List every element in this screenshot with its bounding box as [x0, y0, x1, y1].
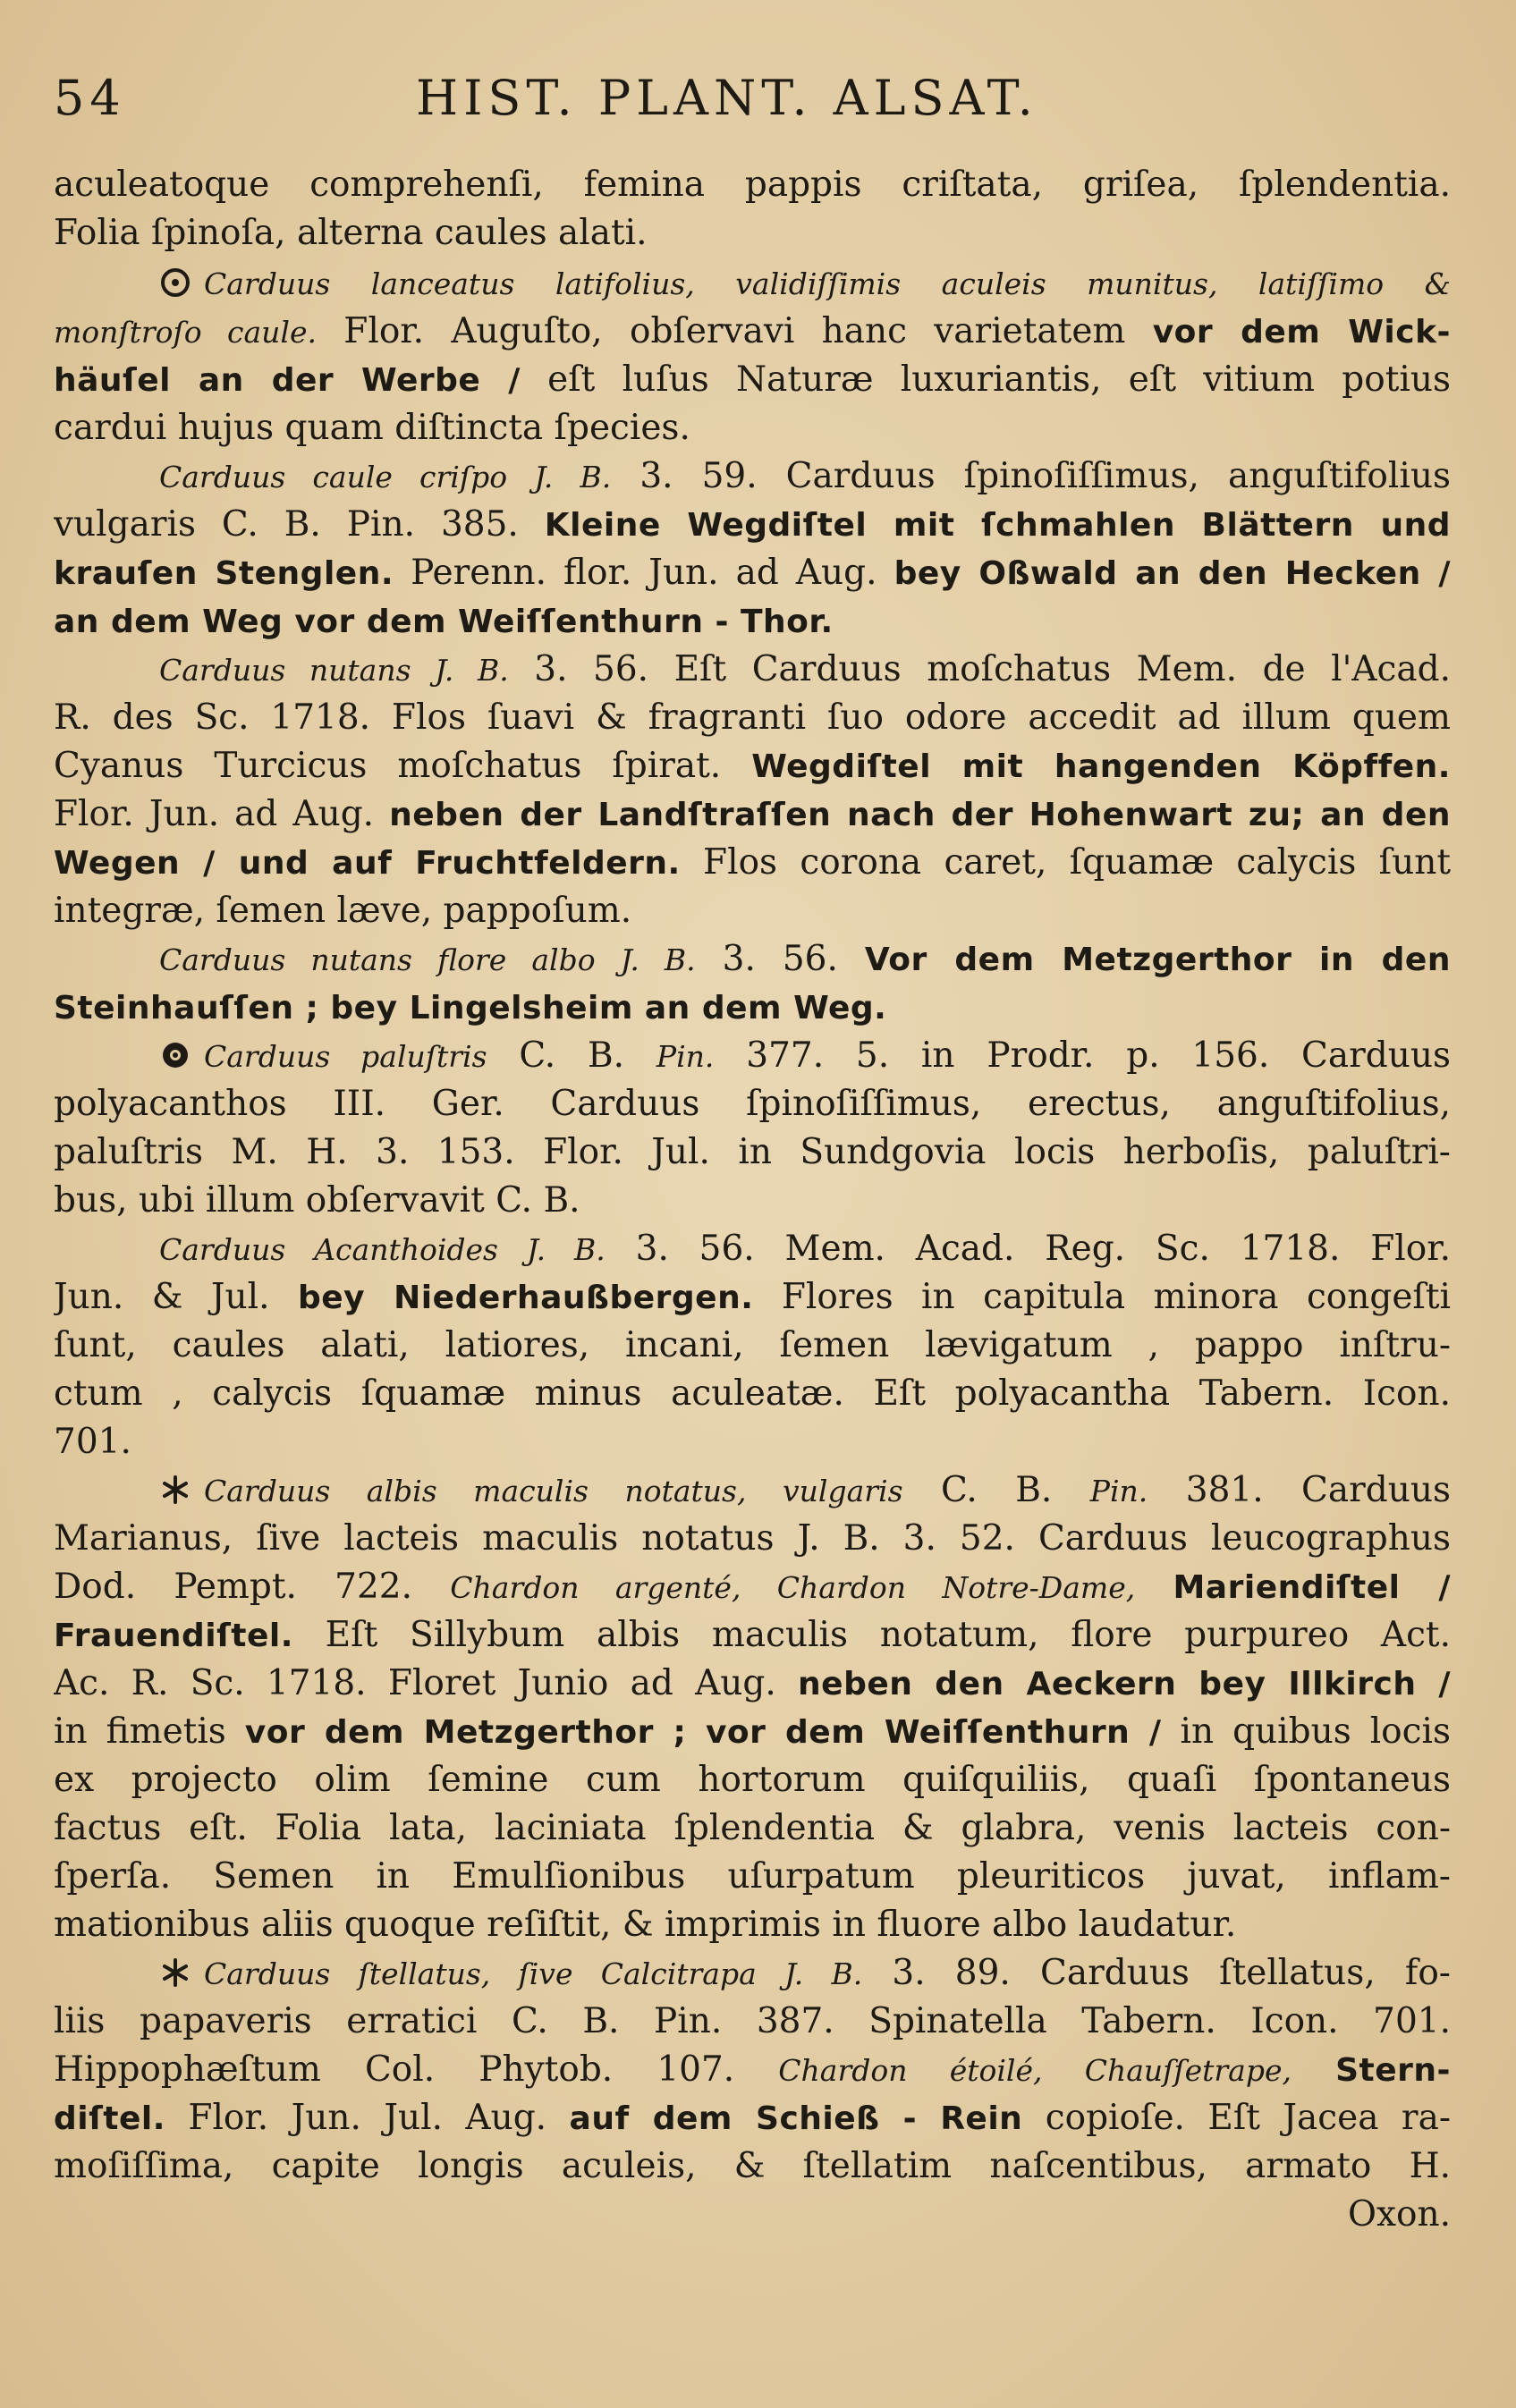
german-locality: vor dem Metzgerthor ; vor dem Weiſſenthurn /	[244, 1714, 1162, 1751]
species-name: Carduus ſtellatus, ſive Calcitrapa J. B.	[204, 1956, 863, 1991]
german-locality: Vor dem Metzgerthor in den	[864, 942, 1451, 978]
text-line: polyacanthos III. Ger. Carduus ſpinoſiſſimus, erectus, anguſtifolius,	[54, 1084, 1451, 1124]
entry-carduus-nutans-flore-albo	[54, 935, 1451, 1032]
text-segment: in quibus locis	[1180, 1711, 1451, 1752]
text-segment: Pin.	[656, 1039, 715, 1074]
text-segment: Flor. Jun. ad Aug.	[54, 794, 375, 834]
text-segment: in fimetis	[54, 1711, 226, 1752]
german-name: Kleine Wegdiſtel mit ſchmahlen Blättern und	[544, 507, 1451, 544]
text-segment: 3. 89. Carduus ſtellatus, fo-	[892, 1953, 1451, 1993]
circle-dot-icon	[159, 266, 191, 299]
species-name: Carduus Acanthoides J. B.	[159, 1232, 606, 1267]
species-name: Carduus caule criſpo J. B.	[159, 460, 612, 494]
text-segment: 3. 56. Mem. Acad. Reg. Sc. 1718. Flor.	[635, 1229, 1451, 1269]
text-segment: Jun. & Jul.	[54, 1277, 270, 1317]
entry-carduus-nutans	[54, 646, 1451, 935]
german-locality: neben den Aeckern bey Illkirch /	[798, 1666, 1451, 1702]
species-name: Carduus lanceatus latifolius, validiſſimis aculeis munitus, latiſſimo &	[204, 266, 1451, 301]
text-line: Oxon.	[1348, 2194, 1451, 2235]
text-segment: Hippophæſtum Col. Phytob. 107.	[54, 2049, 735, 2090]
text-segment: copioſe. Eſt Jacea ra-	[1045, 2098, 1451, 2138]
entry-carduus-palustris	[54, 1032, 1451, 1225]
text-line: ex projecto olim ſemine cum hortorum quiſquiliis, quaſi ſpontaneus	[54, 1760, 1451, 1800]
text-segment: Dod. Pempt. 722.	[54, 1567, 413, 1607]
text-line: Folia ſpinoſa, alterna caules alati.	[54, 213, 648, 253]
text-line: moſiſſima, capite longis aculeis, & ſtellatim naſcentibus, armato H.	[54, 2146, 1451, 2186]
entry-carduus-stellatus	[54, 1949, 1451, 2239]
filled-circle-dot-icon	[159, 1039, 191, 1071]
text-segment: Flor. Jun. Jul. Aug.	[188, 2098, 547, 2138]
german-locality: neben der Landſtraſſen nach der Hohenwart zu; an den	[389, 797, 1451, 833]
german-name: diſtel.	[54, 2100, 165, 2137]
asterisk-icon	[159, 1474, 191, 1506]
german-name: Wegdiſtel mit hangenden Köpffen.	[751, 748, 1451, 785]
text-line: bus, ubi illum obſervavit C. B.	[54, 1180, 580, 1221]
german-name: Mariendiſtel /	[1173, 1569, 1451, 1606]
text-segment: eſt luſus Naturæ luxuriantis, eſt vitium potius	[547, 359, 1451, 400]
species-name: Carduus albis maculis notatus, vulgaris	[204, 1474, 903, 1508]
species-name: Carduus paluſtris	[204, 1039, 487, 1074]
text-line: paluſtris M. H. 3. 153. Flor. Jul. in Sundgovia locis herboſis, paluſtri-	[54, 1132, 1451, 1172]
text-segment: 3. 59. Carduus ſpinoſiſſimus, anguſtifolius	[639, 456, 1451, 496]
german-name: Frauendiſtel.	[54, 1618, 293, 1654]
french-name: Chardon argenté, Chardon Notre-Dame,	[450, 1570, 1136, 1605]
german-locality: auf dem Schieß - Rein	[569, 2100, 1023, 2137]
text-segment: vulgaris C. B. Pin. 385.	[54, 504, 519, 545]
species-name: Carduus nutans J. B.	[159, 653, 509, 688]
german-locality: an dem Weg vor dem Weiſſenthurn - Thor.	[54, 604, 834, 640]
text-segment: Perenn. flor. Jun. ad Aug.	[411, 553, 877, 593]
page-header	[54, 70, 1449, 132]
text-segment: Ac. R. Sc. 1718. Floret Junio ad Aug.	[54, 1663, 776, 1703]
text-segment: 381. Carduus	[1185, 1470, 1451, 1510]
german-locality: häuſel an der Werbe /	[54, 362, 521, 399]
text-segment: 3. 56. Eſt Carduus moſchatus Mem. de l'Acad.	[534, 649, 1451, 689]
german-locality: Steinhauſſen ; bey Lingelsheim an dem Weg.	[54, 990, 887, 1027]
text-segment: 377. 5. in Prodr. p. 156. Carduus	[746, 1035, 1451, 1076]
text-segment: Cyanus Turcicus moſchatus ſpirat.	[54, 746, 722, 786]
entry-carduus-lanceatus	[54, 259, 1451, 452]
text-line: Marianus, ſive lacteis maculis notatus J. B. 3. 52. Carduus leucographus	[54, 1518, 1451, 1559]
german-name: krauſen Stenglen.	[54, 555, 394, 592]
text-line: ctum , calycis ſquamæ minus aculeatæ. Eſt polyacantha Tabern. Icon.	[54, 1373, 1451, 1414]
running-title: HIST. PLANT. ALSAT.	[416, 70, 1038, 126]
german-locality: vor dem Wick-	[1152, 314, 1451, 351]
text-line: aculeatoque comprehenſi, femina pappis criſtata, griſea, ſplendentia.	[54, 165, 1451, 205]
text-segment: Flor. Auguſto, obſervavi hanc varietatem	[343, 311, 1126, 351]
text-line: liis papaveris erratici C. B. Pin. 387. Spinatella Tabern. Icon. 701.	[54, 2001, 1451, 2041]
species-name-cont: monſtroſo caule.	[54, 315, 317, 350]
german-locality: bey Niederhaußbergen.	[297, 1280, 754, 1316]
german-locality: Wegen / und auf Fruchtfeldern.	[54, 845, 681, 882]
text-segment: C. B.	[940, 1470, 1053, 1510]
text-segment: Pin.	[1089, 1474, 1148, 1508]
text-line: R. des Sc. 1718. Flos ſuavi & fragranti ſuo odore accedit ad illum quem	[54, 697, 1451, 738]
text-line: cardui hujus quam diſtincta ſpecies.	[54, 408, 690, 448]
paragraph-continuation	[54, 161, 1451, 258]
french-name: Chardon étoilé, Chauſſetrape,	[778, 2053, 1292, 2088]
text-segment: 3. 56.	[722, 939, 838, 979]
text-line: 701.	[54, 1422, 131, 1462]
text-line: factus eſt. Folia lata, laciniata ſplendentia & glabra, venis lacteis con-	[54, 1808, 1451, 1848]
text-segment: C. B.	[519, 1035, 625, 1076]
text-line: mationibus aliis quoque reſiſtit, & imprimis in fluore albo laudatur.	[54, 1905, 1237, 1945]
german-name: Stern-	[1335, 2052, 1451, 2089]
entry-carduus-acanthoides	[54, 1225, 1451, 1466]
text-line: integræ, ſemen læve, pappoſum.	[54, 891, 632, 931]
entry-carduus-albis-maculis	[54, 1466, 1451, 1949]
entry-carduus-caule-crispo	[54, 452, 1451, 646]
species-name: Carduus nutans flore albo J. B.	[159, 942, 696, 977]
page-number: 54	[54, 70, 126, 126]
text-segment: Flores in capitula minora congeſti	[781, 1277, 1451, 1317]
text-line: ſunt, caules alati, latiores, incani, ſemen lævigatum , pappo inſtru-	[54, 1325, 1451, 1365]
text-segment: Flos corona caret, ſquamæ calycis ſunt	[703, 842, 1451, 883]
asterisk-icon	[159, 1956, 191, 1989]
text-line: ſperſa. Semen in Emulſionibus uſurpatum pleuriticos juvat, inflam-	[54, 1856, 1451, 1897]
text-segment: Eſt Sillybum albis maculis notatum, flore purpureo Act.	[325, 1615, 1451, 1655]
german-locality: bey Oßwald an den Hecken /	[894, 555, 1451, 592]
